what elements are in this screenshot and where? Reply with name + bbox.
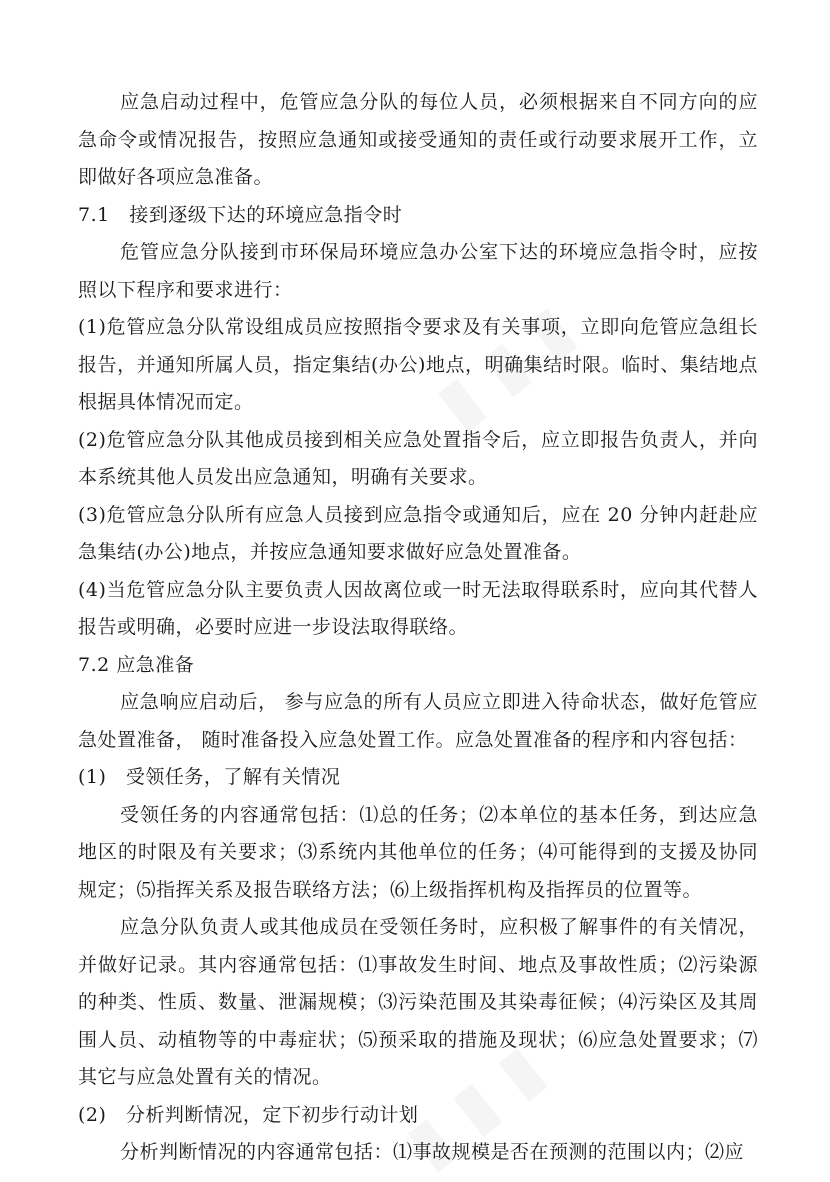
list-item-4: (4)当危管应急分队主要负责人因故离位或一时无法取得联系时，应向其代替人报告或明确，必要时应进一步设法取得联络。 xyxy=(78,578,758,638)
list-item-2: (2)危管应急分队其他成员接到相关应急处置指令后，应立即报告负责人，并向本系统其他人员发出应急通知，明确有关要求。 xyxy=(78,428,758,488)
paragraph-task-content: 受领任务的内容通常包括：⑴总的任务；⑵本单位的基本任务，到达应急地区的时限及有关要求；⑶系统内其他单位的任务；⑷可能得到的支援及协同规定；⑸指挥关系及报告联络方法；⑹上级指挥机构及指挥员的位置等。 xyxy=(78,803,758,901)
list-item-3: (3)危管应急分队所有应急人员接到应急指令或通知后，应在 20 分钟内赶赴应急集结(办公)地点，并按应急通知要求做好应急处置准备。 xyxy=(78,503,758,563)
section-heading-7-1: 7.1 接到逐级下达的环境应急指令时 xyxy=(78,203,403,226)
paragraph-7-2-intro: 应急响应启动后， 参与应急的所有人员应立即进入待命状态，做好危管应急处置准备， 随时准备投入应急处置工作。应急处置准备的程序和内容包括： xyxy=(78,691,758,751)
paragraph-7-1-intro: 危管应急分队接到市环保局环境应急办公室下达的环境应急指令时，应按照以下程序和要求进行： xyxy=(78,241,758,301)
document-body xyxy=(78,84,758,1172)
section-heading-7-2: 7.2 应急准备 xyxy=(78,653,195,676)
paragraph-analysis: 分析判断情况的内容通常包括：⑴事故规模是否在预测的范围以内；⑵应 xyxy=(120,1141,745,1163)
list-item-1: (1)危管应急分队常设组成员应按照指令要求及有关事项，立即向危管应急组长报告，并通知所属人员，指定集结(办公)地点，明确集结时限。临时、集结地点根据具体情况而定。 xyxy=(78,316,758,413)
paragraph-intro: 应急启动过程中，危管应急分队的每位人员，必须根据来自不同方向的应急命令或情况报告，按照应急通知或接受通知的责任或行动要求展开工作，立即做好各项应急准备。 xyxy=(78,91,758,188)
subheading-2: (2) 分析判断情况，定下初步行动计划 xyxy=(78,1103,419,1126)
watermark-shape: ▮ ▮ ▮ xyxy=(393,1031,558,1182)
paragraph-situation: 应急分队负责人或其他成员在受领任务时，应积极了解事件的有关情况，并做好记录。其内容通常包括：⑴事故发生时间、地点及事故性质；⑵污染源的种类、性质、数量、泄漏规模；⑶污染范围及其染毒征候；⑷污染区及其周围人员、动植物等的中毒症状；⑸预采取的措施及现状；⑹应急处置要求；⑺其它与应急处置有关的情况。 xyxy=(78,916,758,1088)
watermark-shape: ▮ ▮ ▮ xyxy=(423,291,588,443)
subheading-1: (1) 受领任务，了解有关情况 xyxy=(78,766,341,788)
